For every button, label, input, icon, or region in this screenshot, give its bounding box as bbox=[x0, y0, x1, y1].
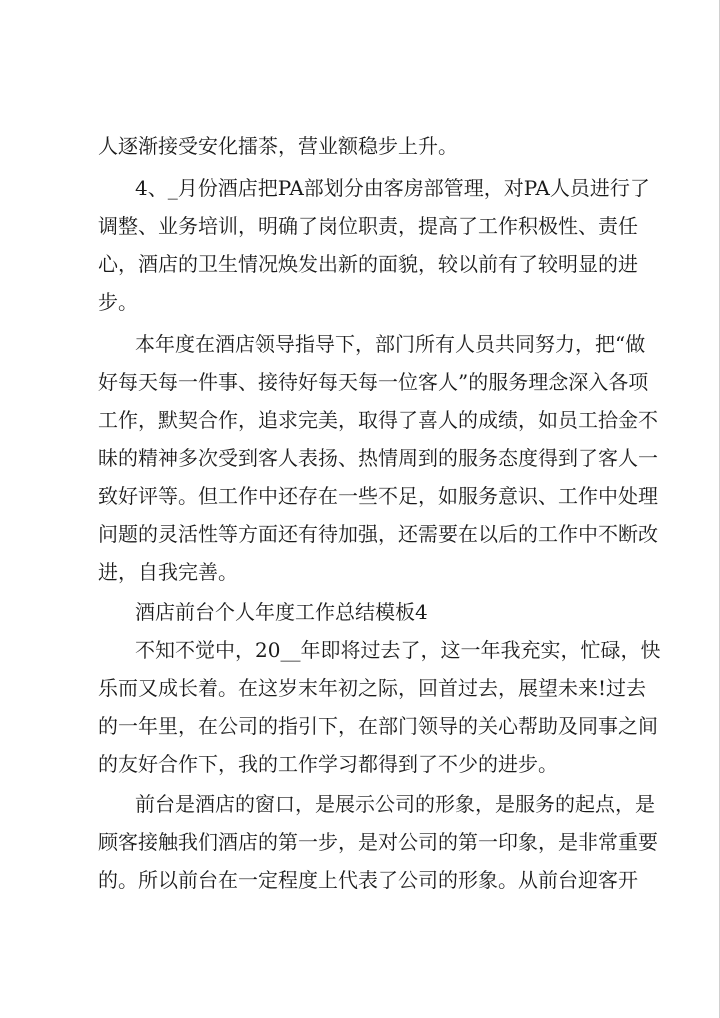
line-text: 调整、业务培训，明确了岗位职责，提高了工作积极性、责任 bbox=[98, 214, 638, 238]
line-text: 进，自我完善。 bbox=[98, 560, 238, 584]
line-text: 的。所以前台在一定程度上代表了公司的形象。从前台迎客开 bbox=[98, 868, 638, 892]
line-text: 乐而又成长着。在这岁末年初之际，回首过去，展望未来!过去 bbox=[98, 676, 647, 700]
line-text: 致好评等。但工作中还存在一些不足，如服务意识、工作中处理 bbox=[98, 484, 658, 508]
line-text: 工作，默契合作，追求完美，取得了喜人的成绩，如员工拾金不 bbox=[98, 408, 658, 432]
line-text: 不知不觉中，20__年即将过去了，这一年我充实，忙碌，快 bbox=[135, 638, 661, 662]
line-text: 顾客接触我们酒店的第一步，是对公司的第一印象，是非常重要 bbox=[98, 830, 658, 854]
line-text: 的一年里，在公司的指引下，在部门领导的关心帮助及同事之间 bbox=[98, 714, 658, 738]
line-text: 前台是酒店的窗口，是展示公司的形象，是服务的起点，是 bbox=[135, 792, 655, 816]
line-text: 问题的灵活性等方面还有待加强，还需要在以后的工作中不断改 bbox=[98, 522, 658, 546]
line-text: 昧的精神多次受到客人表扬、热情周到的服务态度得到了客人一 bbox=[98, 446, 658, 470]
line-text: 心，酒店的卫生情况焕发出新的面貌，较以前有了较明显的进 bbox=[98, 252, 638, 276]
line-text: 的友好合作下，我的工作学习都得到了不少的进步。 bbox=[98, 752, 558, 776]
line-text: 本年度在酒店领导指导下，部门所有人员共同努力，把“做 bbox=[135, 332, 646, 356]
line-text: 好每天每一件事、接待好每天每一位客人”的服务理念深入各项 bbox=[98, 370, 649, 394]
line-text: 步。 bbox=[98, 290, 138, 314]
heading-text: 酒店前台个人年度工作总结模板4 bbox=[135, 600, 428, 624]
line-text: 人逐渐接受安化擂茶，营业额稳步上升。 bbox=[98, 134, 458, 158]
line-text: 4、_月份酒店把PA部划分由客房部管理，对PA人员进行了 bbox=[135, 176, 650, 200]
